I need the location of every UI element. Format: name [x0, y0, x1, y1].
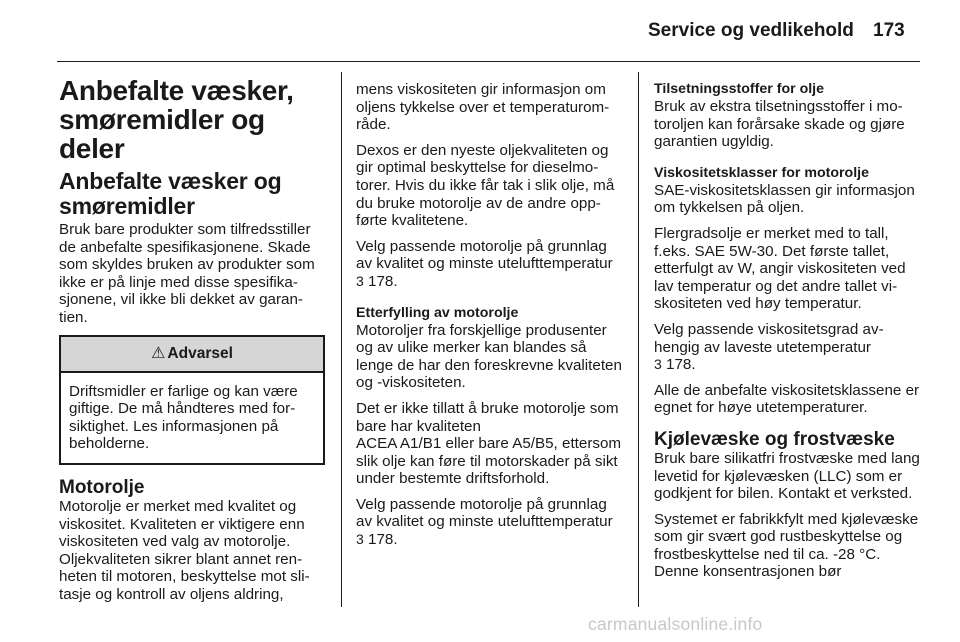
header-rule — [57, 61, 920, 62]
page-ref-link-2[interactable]: 178. — [368, 531, 398, 549]
etterfylling-heading: Etterfylling av motorolje — [356, 304, 519, 321]
viscosity-grade-text: Velg passende viskositetsgrad avhengig av laveste utetemperatur — [654, 320, 884, 356]
page-title-line-1: Anbefalte væsker, — [59, 75, 294, 106]
column-1 — [59, 76, 325, 612]
acea-line-1: Det er ikke tillatt å bruke motorolje som bare har kvaliteten — [356, 399, 619, 435]
choose-oil-paragraph — [356, 238, 624, 291]
acea-line-2: ACEA A1/B1 eller bare A5/B5, ettersom slik olje kan føre til motorskader på sikt under bestemte driftsforhold. — [356, 435, 622, 488]
choose-oil-text-2: Velg passende motorolje på grunnlag av kvalitet og minste utelufttemperatur — [356, 495, 613, 531]
column-divider-2 — [638, 72, 639, 607]
intro-paragraph: Bruk bare produkter som tilfredsstiller de anbefalte spesifikasjonene. Skade som skyldes bruken av produkter som ikke er på linje med disse spesifikasjonene, vil ikke bli dekket av garantien. — [59, 221, 315, 326]
tilsetning-heading: Tilsetningsstoffer for olje — [654, 81, 825, 97]
page-number: 173 — [873, 20, 905, 41]
warning-text: Driftsmidler er farlige og kan være giftige. De må håndteres med forsiktighet. Les informasjonen på beholderne. — [69, 382, 298, 453]
warning-header — [61, 337, 323, 373]
acea-paragraph — [356, 400, 624, 488]
warning-box — [59, 335, 325, 465]
page-title-line-2: smøremidler og deler — [59, 104, 265, 164]
choose-oil-text: Velg passende motorolje på grunnlag av kvalitet og minste utelufttemperatur — [356, 237, 613, 273]
tilsetning-paragraph: Bruk av ekstra tilsetningsstoffer i motoroljen kan forårsake skade og gjøre garantien ugyldig. — [654, 98, 905, 151]
viscosity-grade-paragraph — [654, 321, 922, 374]
choose-oil-paragraph-2 — [356, 496, 624, 549]
page-header-title: Service og vedlikehold — [648, 20, 854, 41]
page-ref-icon: 3 — [654, 356, 662, 373]
page-ref-link[interactable]: 178. — [368, 272, 398, 290]
column-divider-1 — [341, 72, 342, 607]
column-3 — [654, 81, 922, 589]
section-title — [59, 169, 325, 219]
motorolje-paragraph: Motorolje er merket med kvalitet og viskositet. Kvaliteten er viktigere enn viskositeten ved valg av motorolje. Oljekvaliteten sikrer blant annet renheten til motoren, beskyttelse mot slitasje og kontroll av oljens aldring, — [59, 497, 310, 603]
kjolevaeske-paragraph: Bruk bare silikatfri frostvæske med lang levetid for kjølevæsken (LLC) som er godkjent for bilen. Kontakt et verksted. — [654, 449, 920, 503]
dexos-paragraph: Dexos er den nyeste oljekvaliteten og gir optimal beskyttelse for dieselmotorer. Hvis du ikke får tak i slik olje, må du bruke motorolje av de andre oppførte kvalitetene. — [356, 141, 615, 230]
viskositet-paragraph: SAE-viskositetsklassen gir informasjon om tykkelsen på oljen. — [654, 181, 915, 217]
flergrad-paragraph: Flergradsolje er merket med to tall, f.eks. SAE 5W-30. Det første tallet, etterfulgt av W, angir viskositeten ved lav temperatur og det andre tallet viskositeten ved høy temperatur. — [654, 224, 906, 313]
watermark: carmanualsonline.info — [588, 614, 763, 634]
page-ref-icon: 3 — [356, 531, 364, 548]
page-ref-link-3[interactable]: 178. — [666, 356, 696, 374]
motorolje-heading: Motorolje — [59, 476, 145, 498]
section-title-line-2: smøremidler — [59, 193, 195, 219]
kjolevaeske-heading: Kjølevæske og frostvæske — [654, 428, 895, 450]
column-2 — [356, 81, 624, 557]
warning-title: Advarsel — [167, 344, 233, 362]
warning-triangle-icon: ⚠ — [151, 344, 166, 362]
viskositet-heading: Viskositetsklasser for motorolje — [654, 164, 870, 181]
viscosity-paragraph: mens viskositeten gir informasjon om oljens tykkelse over et temperaturområde. — [356, 81, 610, 134]
page-title — [59, 76, 325, 163]
all-classes-paragraph: Alle de anbefalte viskositetsklassene er egnet for høye utetemperaturer. — [654, 381, 920, 417]
page-ref-icon: 3 — [356, 272, 364, 289]
section-title-line-1: Anbefalte væsker og — [59, 168, 282, 194]
system-paragraph: Systemet er fabrikkfylt med kjølevæske som gir svært god rustbeskyttelse og frostbeskyttelse ned til ca. -28 °C. Denne konsentrasjonen bør — [654, 510, 919, 581]
etterfylling-paragraph: Motoroljer fra forskjellige produsenter og av ulike merker kan blandes så lenge de har den foreskrevne kvaliteten og -viskositeten. — [356, 321, 622, 392]
